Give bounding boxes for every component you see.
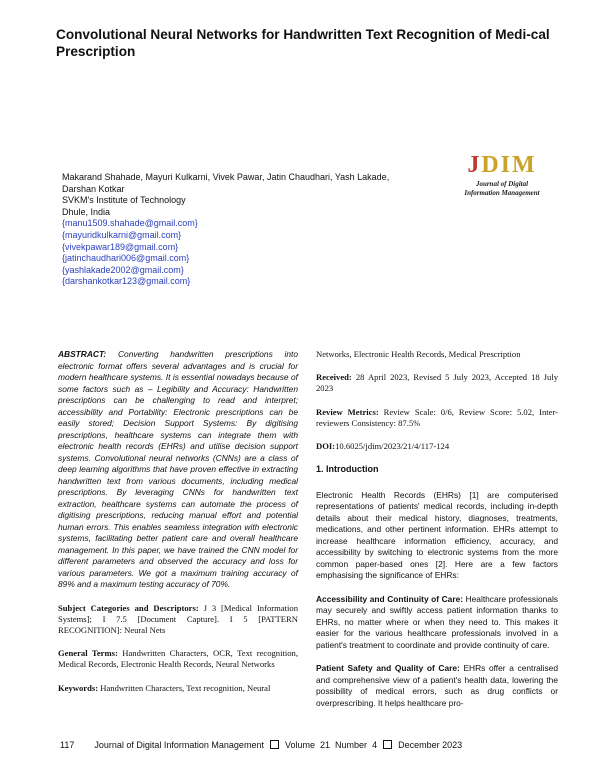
- author-email-link[interactable]: {vivekpawar189@gmail.com}: [62, 241, 179, 252]
- separator-box-icon: [270, 740, 279, 749]
- location: Dhule, India: [62, 206, 111, 217]
- doi-label: DOI:: [316, 441, 336, 452]
- right-column: [316, 349, 558, 721]
- left-column: [58, 349, 298, 706]
- keywords-label: Keywords:: [58, 682, 99, 693]
- logo-letter-j: J: [467, 152, 482, 178]
- author-email-link[interactable]: {mayuridkulkarni@gmail.com}: [62, 229, 182, 240]
- page-footer: [60, 740, 560, 750]
- general-terms-text: Handwritten Characters, OCR, Text recognition, Medical Records, Electronic Health Records, Neural Networks: [58, 648, 298, 670]
- section-heading-introduction: 1. Introduction: [316, 464, 379, 475]
- footer-journal-name: Journal of Digital Information Management: [94, 740, 264, 750]
- doi-text: 10.6025/jdim/2023/21/4/117-124: [335, 441, 450, 452]
- intro-p2-text: Healthcare professionals may securely and swiftly access patient information thanks to EHRs, no matter where or when they need to. This makes it easier for the various healthcare professionals involved in a patient's treatment to coordinate and provide continuity of care.: [316, 593, 558, 650]
- intro-p2-label: Accessibility and Continuity of Care:: [316, 593, 464, 604]
- footer-issue-number: 4: [372, 740, 378, 750]
- received-text: 28 April 2023, Revised 5 July 2023, Accepted 18 July 2023: [316, 372, 558, 394]
- footer-volume-label: Volume: [284, 740, 315, 750]
- logo-letters-dim: DIM: [481, 152, 537, 178]
- subject-label: Subject Categories and Descriptors:: [58, 602, 199, 613]
- logo-journal-line1: Journal of Digital: [475, 180, 529, 188]
- review-label: Review Metrics:: [316, 406, 379, 417]
- keywords-continued: Networks, Electronic Health Records, Medical Prescription: [316, 349, 521, 359]
- author-names-line2: Darshan Kotkar: [62, 183, 125, 194]
- author-email-link[interactable]: {manu1509.shahade@gmail.com}: [62, 218, 198, 229]
- intro-p3-label: Patient Safety and Quality of Care:: [316, 663, 460, 674]
- subject-text: J 3 [Medical Information Systems]; I 7.5 [Document Capture]. I 5 [PATTERN RECOGNITION]: Neural Nets: [58, 602, 298, 635]
- jdim-logo-mark: [452, 150, 552, 180]
- doi: [316, 441, 558, 452]
- separator-box-icon: [383, 740, 392, 749]
- abstract: [58, 349, 298, 591]
- review-text: Review Scale: 0/6, Review Score: 5.02, Inter-reviewers Consistency: 87.5%: [316, 406, 558, 428]
- abstract-text: Converting handwritten prescriptions into electronic format offers several advantages and is crucial for modern healthcare systems. It is essential nowadays because of some factors such as – Legibility and Accuracy: Handwritten prescriptions can be challenging to read and interpret; accessibility and Portability: Electronic prescriptions can be easily stored; Decision Support Systems: By digitising prescriptions, healthcare systems can integrate them with electronic health records (EHRs) and utilise decision support systems. Convolutional neural networks (CNNs) are a class of deep learning algorithms that have proven effective in extracting handwritten text from various documents, including medical prescriptions. By leveraging CNNs for handwritten text extraction, healthcare systems can automate the process of digitising prescriptions, reducing manual effort and potential human errors. This enables seamless integration with electronic systems, facilitating better patient care and overall healthcare management. In this paper, we have trained the CNN model for different parameters and observed the accuracy and loss for various parameters. We got a maximum training accuracy of 89% and a maximum testing accuracy of 70%.: [58, 349, 298, 589]
- author-email-link[interactable]: {darshankotkar123@gmail.com}: [62, 276, 191, 287]
- page-number: 117: [60, 740, 75, 750]
- author-block: [62, 172, 392, 288]
- subject-categories: [58, 603, 298, 637]
- author-email-link[interactable]: {jatinchaudhari006@gmail.com}: [62, 253, 190, 264]
- intro-paragraph-2: [316, 594, 558, 652]
- footer-number-label: Number: [335, 740, 368, 750]
- author-email-link[interactable]: {yashlakade2002@gmail.com}: [62, 264, 184, 275]
- received-label: Received:: [316, 372, 352, 383]
- review-metrics: [316, 407, 558, 429]
- keywords-text: Handwritten Characters, Text recognition, Neural: [100, 682, 271, 693]
- abstract-label: ABSTRACT:: [58, 349, 107, 359]
- footer-date: December 2023: [398, 740, 463, 750]
- footer-volume-number: 21: [320, 740, 331, 750]
- received-dates: [316, 372, 558, 394]
- paper-title: Convolutional Neural Networks for Handwritten Text Recognition of Medi-cal Prescription: [56, 27, 550, 59]
- logo-journal-line2: Information Management: [464, 189, 540, 197]
- affiliation: SVKM's Institute of Technology: [62, 195, 186, 206]
- intro-paragraph-3: [316, 663, 558, 709]
- general-terms-label: General Terms:: [58, 648, 118, 659]
- keywords: [58, 683, 298, 694]
- journal-logo: [452, 150, 552, 198]
- intro-p3-text: EHRs offer a centralised and comprehensive view of a patient's health data, lowering the possibility of medical errors, such as drug conflicts or overprescribing. It helps healthcare pro-: [316, 663, 559, 708]
- intro-paragraph-1: Electronic Health Records (EHRs) [1] are computerised representations of patients' medical records, including in-depth details about their medical history, diagnoses, treatments, medications, and other pertinent information. EHRs attempt to increase healthcare information efficiency, accuracy, and accessibility by switching to electronic systems from the more common paper-based ones [2]. Here are a few factors emphasising the significance of EHRs:: [316, 489, 558, 581]
- general-terms: [58, 648, 298, 670]
- author-names-line1: Makarand Shahade, Mayuri Kulkarni, Vivek Pawar, Jatin Chaudhari, Yash Lakade,: [62, 172, 390, 182]
